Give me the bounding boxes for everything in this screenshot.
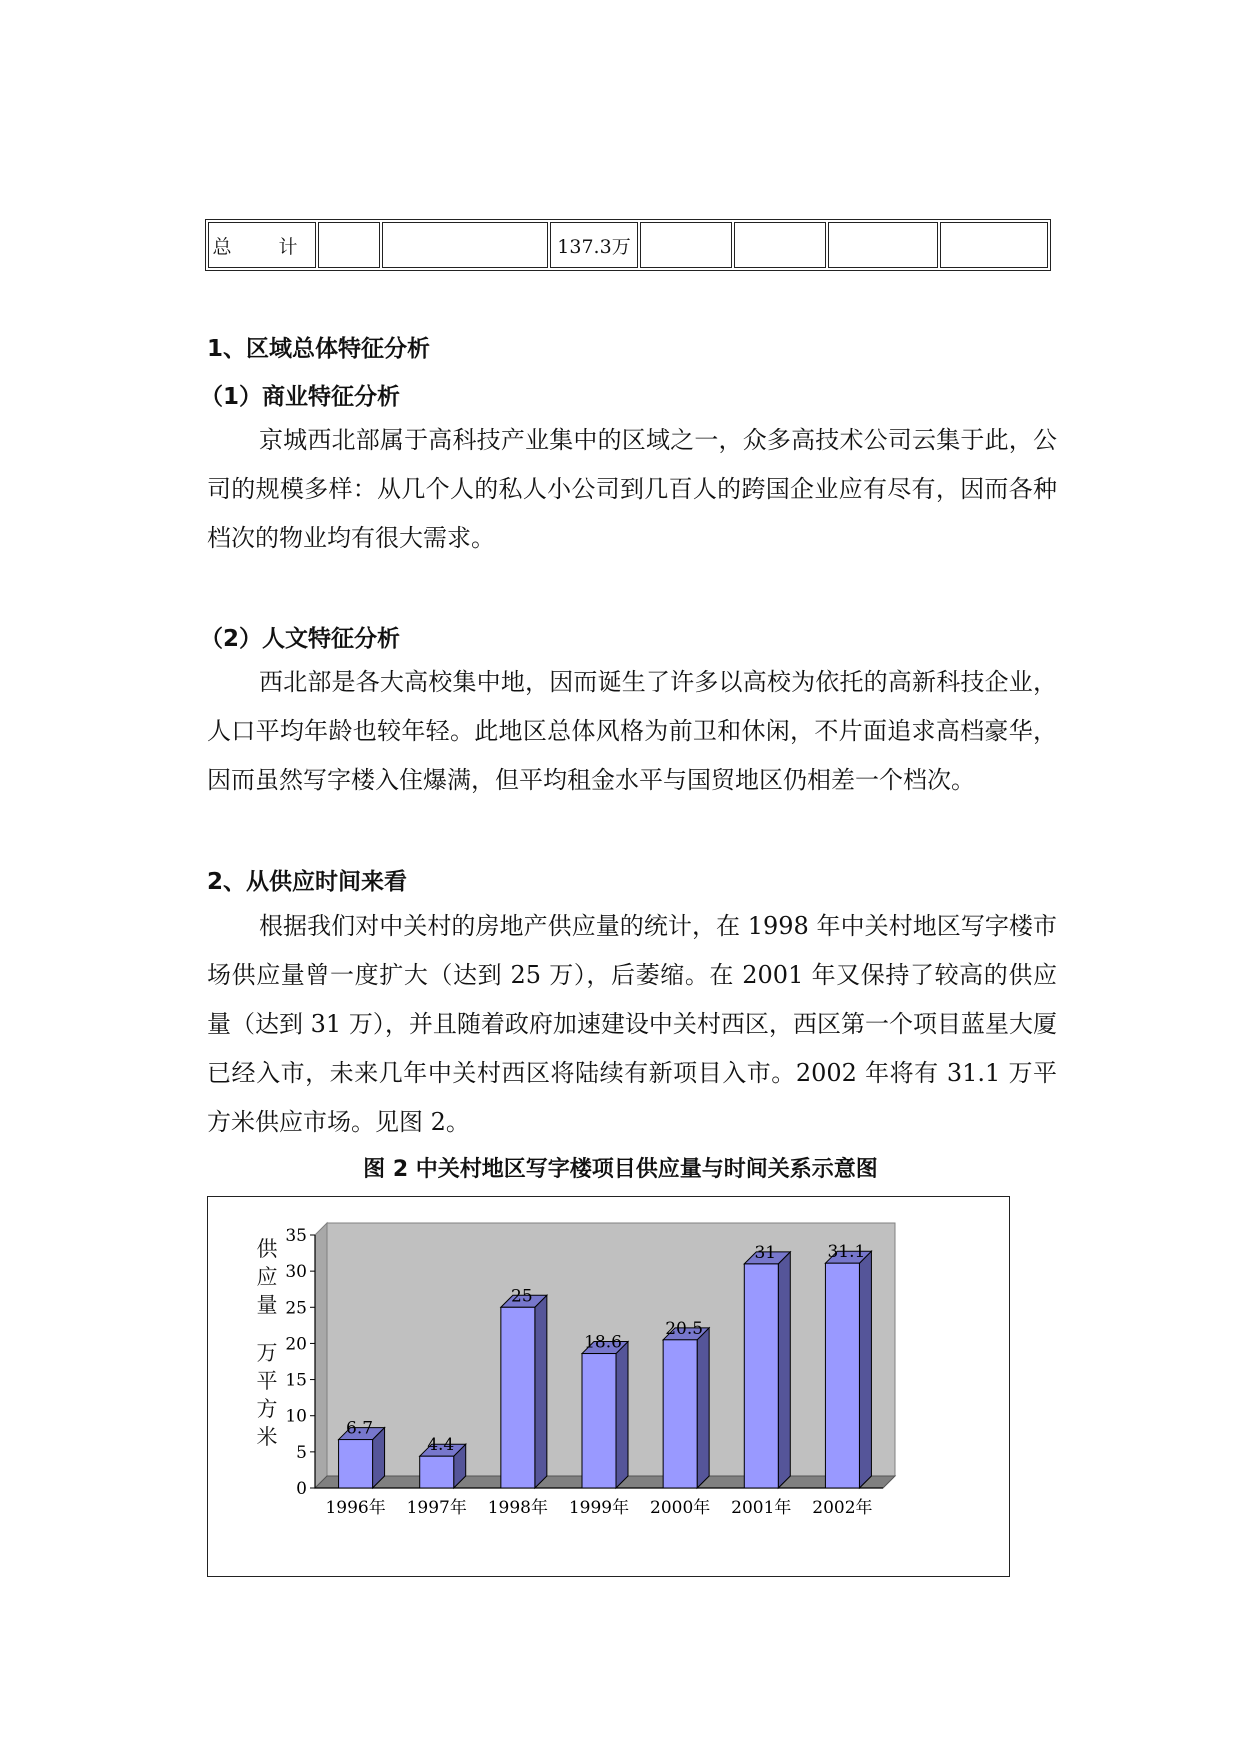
y-tick-label: 35 — [285, 1226, 307, 1246]
paragraph: 根据我们对中关村的房地产供应量的统计，在 1998 年中关村地区写字楼市场供应量曾一度扩大（达到 25 万），后萎缩。在 2001 年又保持了较高的供应量（达到 31 万），并且随着政府加速建设中关村西区，西区第一个项目蓝星大厦已经入市，未来几年中关村西区将陆续有新项目入市。2002 年将有 31.1 万平方米供应市场。见图 2。 — [207, 912, 1057, 1136]
data-label: 31 — [754, 1242, 777, 1263]
bar — [825, 1263, 859, 1488]
total-cell — [318, 222, 380, 268]
y-axis-label-char: 米 — [256, 1425, 278, 1449]
total-cell — [940, 222, 1048, 268]
y-tick-label: 25 — [285, 1298, 307, 1319]
y-tick-label: 15 — [285, 1370, 307, 1391]
bar-side — [535, 1295, 547, 1488]
total-row — [208, 222, 1048, 268]
total-value: 137.3万 — [550, 222, 638, 268]
total-cell — [734, 222, 826, 268]
summary-table — [205, 219, 1051, 271]
data-label: 6.7 — [346, 1418, 374, 1439]
bar-side — [859, 1251, 871, 1488]
data-label: 18.6 — [584, 1332, 622, 1353]
y-tick-label: 5 — [296, 1442, 307, 1463]
bar-chart — [207, 1196, 1010, 1577]
bar-side — [778, 1252, 790, 1488]
data-label: 31.1 — [827, 1242, 866, 1263]
y-tick-label: 30 — [285, 1262, 307, 1283]
figure-caption: 图 2 中关村地区写字楼项目供应量与时间关系示意图 — [363, 1157, 878, 1182]
x-tick-label: 1999年 — [568, 1498, 630, 1518]
total-label: 总 计 — [208, 222, 316, 268]
total-cell — [382, 222, 548, 268]
bar — [744, 1264, 778, 1488]
y-axis-label-char: 平 — [256, 1369, 278, 1393]
y-axis-label-char: 供 — [256, 1237, 278, 1261]
x-tick-label: 1997年 — [406, 1498, 467, 1518]
plot-side-wall — [315, 1223, 327, 1488]
y-axis-label-char: 应 — [256, 1265, 278, 1289]
y-axis-label-char: 万 — [256, 1341, 278, 1365]
y-tick-label: 10 — [285, 1406, 307, 1427]
bar-side — [697, 1328, 709, 1488]
bar — [582, 1354, 616, 1488]
bar — [501, 1307, 535, 1488]
x-tick-label: 2000年 — [650, 1498, 711, 1518]
x-tick-label: 1996年 — [325, 1498, 386, 1518]
bar-side — [616, 1342, 628, 1488]
section-heading: 2、从供应时间来看 — [207, 869, 408, 895]
bar — [339, 1440, 373, 1488]
subsection-heading: （2）人文特征分析 — [200, 626, 401, 652]
data-label: 20.5 — [665, 1318, 704, 1339]
subsection-heading: （1）商业特征分析 — [200, 384, 401, 410]
data-label: 4.4 — [427, 1435, 455, 1456]
data-label: 25 — [511, 1286, 533, 1307]
paragraph: 京城西北部属于高科技产业集中的区域之一，众多高技术公司云集于此，公司的规模多样：从几个人的私人小公司到几百人的跨国企业应有尽有，因而各种档次的物业均有很大需求。 — [207, 426, 1057, 552]
bar — [420, 1456, 454, 1488]
y-axis-label-char: 量 — [256, 1293, 278, 1317]
total-cell — [640, 222, 732, 268]
y-axis-label-char: 方 — [256, 1397, 278, 1421]
chart-svg — [208, 1197, 1011, 1578]
x-tick-label: 2001年 — [731, 1498, 792, 1518]
x-tick-label: 2002年 — [812, 1498, 873, 1518]
x-tick-label: 1998年 — [487, 1498, 548, 1518]
section-heading: 1、区域总体特征分析 — [207, 336, 431, 362]
y-tick-label: 0 — [296, 1479, 307, 1499]
paragraph: 西北部是各大高校集中地，因而诞生了许多以高校为依托的高新科技企业，人口平均年龄也较年轻。此地区总体风格为前卫和休闲，不片面追求高档豪华，因而虽然写字楼入住爆满，但平均租金水平与国贸地区仍相差一个档次。 — [207, 668, 1057, 794]
y-tick-label: 20 — [285, 1334, 307, 1355]
bar — [663, 1340, 697, 1488]
total-cell — [828, 222, 938, 268]
